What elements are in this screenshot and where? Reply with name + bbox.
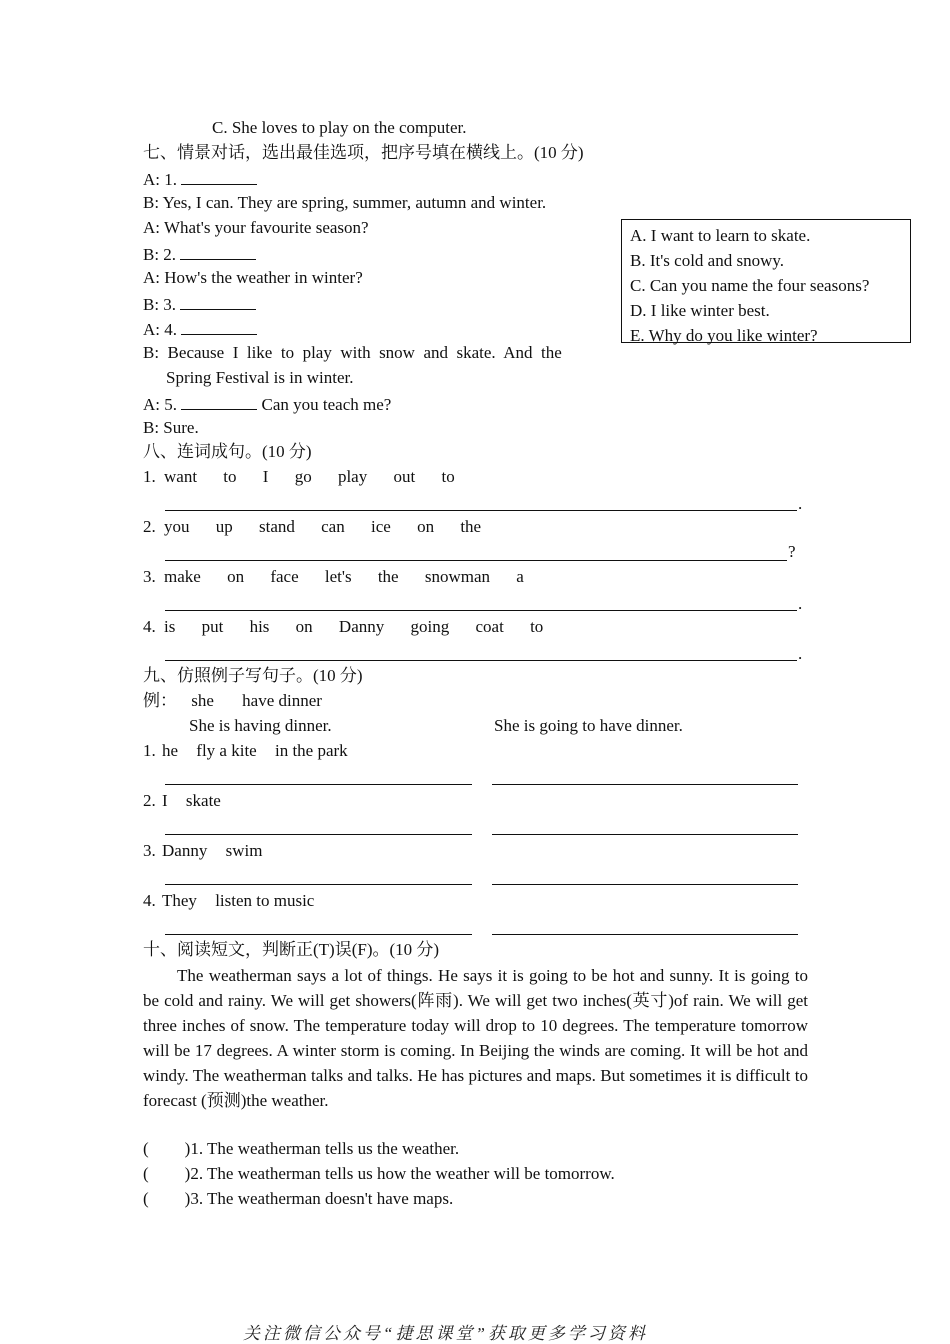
dialogue-line-6: B: 3. xyxy=(143,293,256,315)
end-mark-8-3: . xyxy=(798,594,803,613)
dialogue-line-5: A: How's the weather in winter? xyxy=(143,268,363,287)
dialogue-line-3: A: What's your favourite season? xyxy=(143,218,369,237)
rewrite-item-4: 4. They listen to music xyxy=(143,891,315,910)
answer-line-9-4a[interactable] xyxy=(165,934,472,935)
section7-title: 七、情景对话，选出最佳选项，把序号填在横线上。(10 分) xyxy=(143,143,584,162)
option-d: D. I like winter best. xyxy=(630,301,770,320)
answer-blank-4[interactable] xyxy=(181,318,257,335)
dialogue-line-8b: Spring Festival is in winter. xyxy=(166,368,354,387)
previous-option-c: C. She loves to play on the computer. xyxy=(212,118,467,137)
answer-line-9-2b[interactable] xyxy=(492,834,798,835)
answer-line-8-4[interactable] xyxy=(165,660,797,661)
dialogue-line-7: A: 4. xyxy=(143,318,257,340)
option-e: E. Why do you like winter? xyxy=(630,326,818,345)
rewrite-item-1: 1. he fly a kite in the park xyxy=(143,741,348,760)
answer-blank-3[interactable] xyxy=(180,293,256,310)
end-mark-8-4: . xyxy=(798,644,803,663)
answer-line-9-1b[interactable] xyxy=(492,784,798,785)
dialogue-line-8a: B: Because I like to play with snow and skate. And the xyxy=(143,343,562,362)
answer-line-9-3b[interactable] xyxy=(492,884,798,885)
scramble-item-4: 4. is put his on Danny going coat to xyxy=(143,617,544,636)
dialogue-line-10: B: Sure. xyxy=(143,418,199,437)
dialogue-line-1: A: 1. xyxy=(143,168,257,190)
rewrite-item-2: 2. I skate xyxy=(143,791,221,810)
example-prompt: 例： she have dinner xyxy=(143,691,322,710)
tf-question-3: ( )3. The weatherman doesn't have maps. xyxy=(143,1189,454,1208)
option-b: B. It's cold and snowy. xyxy=(630,251,785,270)
answer-line-9-3a[interactable] xyxy=(165,884,472,885)
rewrite-item-3: 3. Danny swim xyxy=(143,841,263,860)
options-box xyxy=(621,219,911,343)
answer-line-9-1a[interactable] xyxy=(165,784,472,785)
scramble-item-2: 2. you up stand can ice on the xyxy=(143,517,482,536)
answer-line-9-2a[interactable] xyxy=(165,834,472,835)
tf-question-2: ( )2. The weatherman tells us how the weather will be tomorrow. xyxy=(143,1164,615,1183)
answer-blank-2[interactable] xyxy=(180,243,256,260)
option-a: A. I want to learn to skate. xyxy=(630,226,811,245)
section9-title: 九、仿照例子写句子。(10 分) xyxy=(143,666,363,685)
example-answer-1: She is having dinner. xyxy=(189,716,332,735)
dialogue-line-9: A: 5. Can you teach me? xyxy=(143,395,392,414)
answer-blank-1[interactable] xyxy=(181,168,257,185)
answer-line-8-2[interactable] xyxy=(165,560,787,561)
scramble-item-1: 1. want to I go play out to xyxy=(143,467,455,486)
answer-blank-5[interactable] xyxy=(181,393,257,410)
answer-line-8-1[interactable] xyxy=(165,510,797,511)
option-c: C. Can you name the four seasons? xyxy=(630,276,870,295)
section8-title: 八、连词成句。(10 分) xyxy=(143,442,312,461)
example-answer-2: She is going to have dinner. xyxy=(494,716,683,735)
section10-title: 十、阅读短文，判断正(T)误(F)。(10 分) xyxy=(143,940,440,959)
dialogue-line-2: B: Yes, I can. They are spring, summer, autumn and winter. xyxy=(143,193,547,212)
reading-passage: The weatherman says a lot of things. He says it is going to be hot and sunny. It is going to be cold and rainy. We will get showers(阵雨). We will get two inches(英寸)of rain. We will get three inches of snow. The temperature today will drop to 10 degrees. The temperature tomorrow will be 17 degrees. A winter storm is coming. In Beijing the winds are coming. It will be hot and windy. The weatherman talks and talks. He has pictures and maps. But sometimes it is difficult to forecast (预测)the weather. xyxy=(143,966,808,1110)
tf-question-1: ( )1. The weatherman tells us the weather. xyxy=(143,1139,460,1158)
end-mark-8-2: ? xyxy=(788,542,796,561)
scramble-item-3: 3. make on face let's the snowman a xyxy=(143,567,524,586)
footer-watermark: 关注微信公众号“捷思课堂”获取更多学习资料 xyxy=(243,1324,648,1343)
end-mark-8-1: . xyxy=(798,494,803,513)
dialogue-line-4: B: 2. xyxy=(143,243,256,265)
answer-line-8-3[interactable] xyxy=(165,610,797,611)
answer-line-9-4b[interactable] xyxy=(492,934,798,935)
